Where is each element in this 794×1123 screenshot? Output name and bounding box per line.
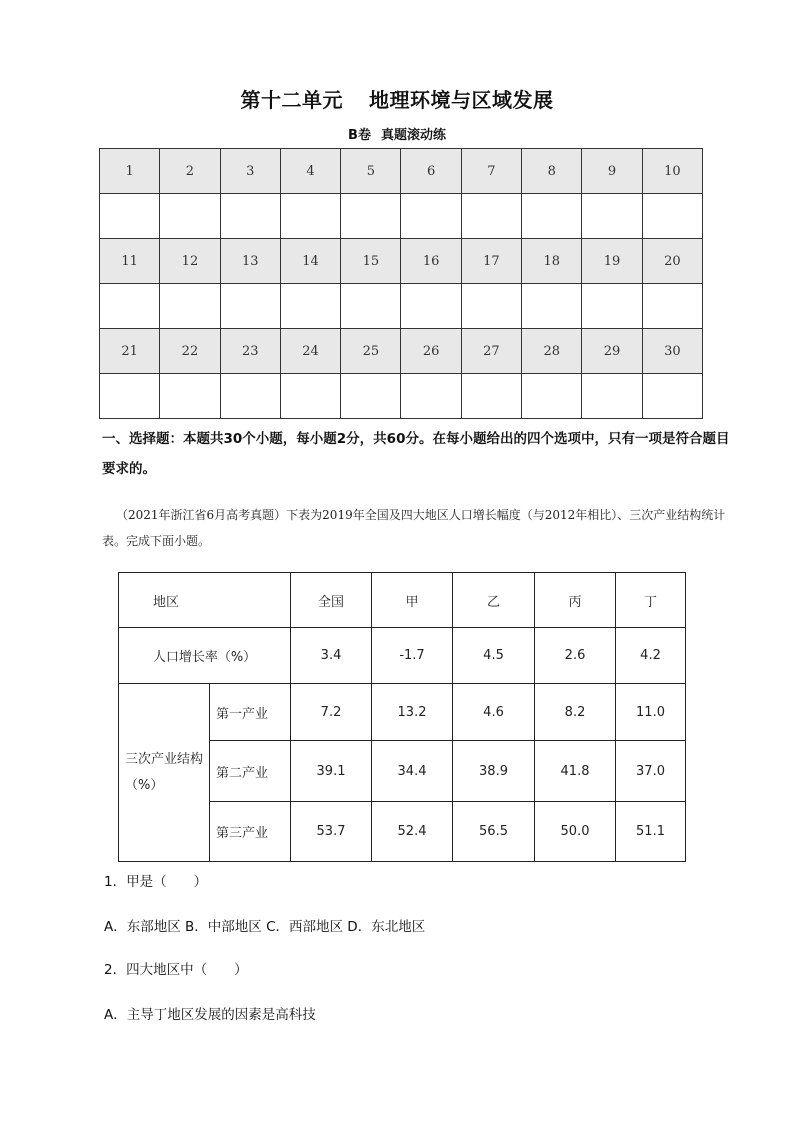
answer-cell[interactable] [341, 284, 401, 329]
table-cell: -1.7 [372, 628, 453, 684]
question-number-cell: 20 [642, 239, 702, 284]
question-number-cell: 19 [582, 239, 642, 284]
answer-cell[interactable] [461, 194, 521, 239]
question-number-cell: 15 [341, 239, 401, 284]
answer-cell[interactable] [522, 194, 582, 239]
question-number-cell: 9 [582, 149, 642, 194]
answer-cell[interactable] [341, 374, 401, 419]
unit-label: 第十二单元 [240, 88, 343, 112]
table-cell: 3.4 [291, 628, 372, 684]
answer-cell[interactable] [401, 374, 461, 419]
answer-cell[interactable] [220, 284, 280, 329]
answer-grid-number-row [100, 149, 703, 194]
question-number-cell: 13 [220, 239, 280, 284]
table-cell: 41.8 [535, 741, 616, 802]
question-number-cell: 2 [160, 149, 220, 194]
question-number-cell: 21 [100, 329, 160, 374]
table-cell: 52.4 [372, 802, 453, 862]
question-number-cell: 16 [401, 239, 461, 284]
page-title [0, 84, 794, 113]
answer-cell[interactable] [280, 374, 340, 419]
table-cell: 50.0 [535, 802, 616, 862]
answer-cell[interactable] [160, 284, 220, 329]
paper-version: B卷 [348, 128, 371, 143]
question-number-cell: 14 [280, 239, 340, 284]
answer-cell[interactable] [582, 284, 642, 329]
question-number-cell: 28 [522, 329, 582, 374]
statistics-table [118, 572, 686, 862]
table-cell: 53.7 [291, 802, 372, 862]
table-cell: 56.5 [453, 802, 535, 862]
question-number-cell: 3 [220, 149, 280, 194]
answer-grid-number-row [100, 239, 703, 284]
question-number-cell: 12 [160, 239, 220, 284]
answer-cell[interactable] [280, 194, 340, 239]
answer-grid-answer-row [100, 194, 703, 239]
answer-cell[interactable] [642, 374, 702, 419]
growth-rate-label: 人口增长率（%） [119, 628, 291, 684]
question-number-cell: 30 [642, 329, 702, 374]
answer-cell[interactable] [401, 194, 461, 239]
question-number-cell: 25 [341, 329, 401, 374]
question-number-cell: 11 [100, 239, 160, 284]
question-number-cell: 24 [280, 329, 340, 374]
table-cell: 39.1 [291, 741, 372, 802]
question-number-cell: 8 [522, 149, 582, 194]
table-cell: 2.6 [535, 628, 616, 684]
industry-label: 第二产业 [210, 741, 291, 802]
question-1-options: A．东部地区 B．中部地区 C．西部地区 D．东北地区 [104, 919, 426, 935]
answer-cell[interactable] [461, 374, 521, 419]
column-header: 甲 [372, 573, 453, 628]
column-header: 全国 [291, 573, 372, 628]
column-header: 丙 [535, 573, 616, 628]
answer-cell[interactable] [582, 194, 642, 239]
answer-cell[interactable] [461, 284, 521, 329]
question-number-cell: 10 [642, 149, 702, 194]
question-number-cell: 22 [160, 329, 220, 374]
answer-cell[interactable] [522, 374, 582, 419]
industry-structure-label: 三次产业结构（%） [119, 684, 210, 862]
page-subtitle [0, 124, 794, 143]
question-number-cell: 1 [100, 149, 160, 194]
answer-cell[interactable] [582, 374, 642, 419]
question-number-cell: 7 [461, 149, 521, 194]
answer-cell[interactable] [100, 194, 160, 239]
table-cell: 8.2 [535, 684, 616, 741]
table-cell: 13.2 [372, 684, 453, 741]
question-1-stem: 1．甲是（ ） [104, 874, 208, 890]
table-cell: 51.1 [616, 802, 686, 862]
region-header: 地区 [119, 573, 291, 628]
answer-cell[interactable] [160, 194, 220, 239]
paper-type: 真题滚动练 [380, 128, 446, 143]
question-number-cell: 23 [220, 329, 280, 374]
table-cell: 37.0 [616, 741, 686, 802]
answer-cell[interactable] [642, 284, 702, 329]
answer-grid-number-row [100, 329, 703, 374]
table-cell: 38.9 [453, 741, 535, 802]
table-cell: 7.2 [291, 684, 372, 741]
answer-cell[interactable] [522, 284, 582, 329]
answer-grid-answer-row [100, 284, 703, 329]
table-cell: 4.2 [616, 628, 686, 684]
table-cell: 34.4 [372, 741, 453, 802]
question-number-cell: 26 [401, 329, 461, 374]
question-number-cell: 18 [522, 239, 582, 284]
question-2-option-a: A．主导丁地区发展的因素是高科技 [104, 1007, 316, 1023]
table-cell: 4.6 [453, 684, 535, 741]
table-row [119, 684, 686, 741]
table-cell: 4.5 [453, 628, 535, 684]
column-header: 丁 [616, 573, 686, 628]
question-number-cell: 17 [461, 239, 521, 284]
answer-cell[interactable] [280, 284, 340, 329]
table-header-row [119, 573, 686, 628]
question-number-cell: 6 [401, 149, 461, 194]
industry-label: 第一产业 [210, 684, 291, 741]
question-number-cell: 29 [582, 329, 642, 374]
answer-cell[interactable] [220, 194, 280, 239]
section-instruction: 一、选择题：本题共30个小题，每小题2分，共60分。在每小题给出的四个选项中，只有一项是符合题目要求的。 [102, 431, 730, 477]
column-header: 乙 [453, 573, 535, 628]
unit-topic: 地理环境与区域发展 [369, 88, 554, 112]
table-cell: 11.0 [616, 684, 686, 741]
answer-cell[interactable] [220, 374, 280, 419]
question-intro: （2021年浙江省6月高考真题）下表为2019年全国及四大地区人口增长幅度（与2012年相比）、三次产业结构统计表。完成下面小题。 [102, 508, 726, 548]
question-number-cell: 4 [280, 149, 340, 194]
answer-cell[interactable] [160, 374, 220, 419]
question-number-cell: 27 [461, 329, 521, 374]
question-number-cell: 5 [341, 149, 401, 194]
answer-cell[interactable] [401, 284, 461, 329]
answer-grid [99, 148, 703, 419]
answer-cell[interactable] [642, 194, 702, 239]
industry-label: 第三产业 [210, 802, 291, 862]
answer-grid-answer-row [100, 374, 703, 419]
table-row [119, 628, 686, 684]
answer-cell[interactable] [100, 374, 160, 419]
answer-cell[interactable] [341, 194, 401, 239]
question-2-stem: 2．四大地区中（ ） [104, 962, 248, 978]
answer-cell[interactable] [100, 284, 160, 329]
